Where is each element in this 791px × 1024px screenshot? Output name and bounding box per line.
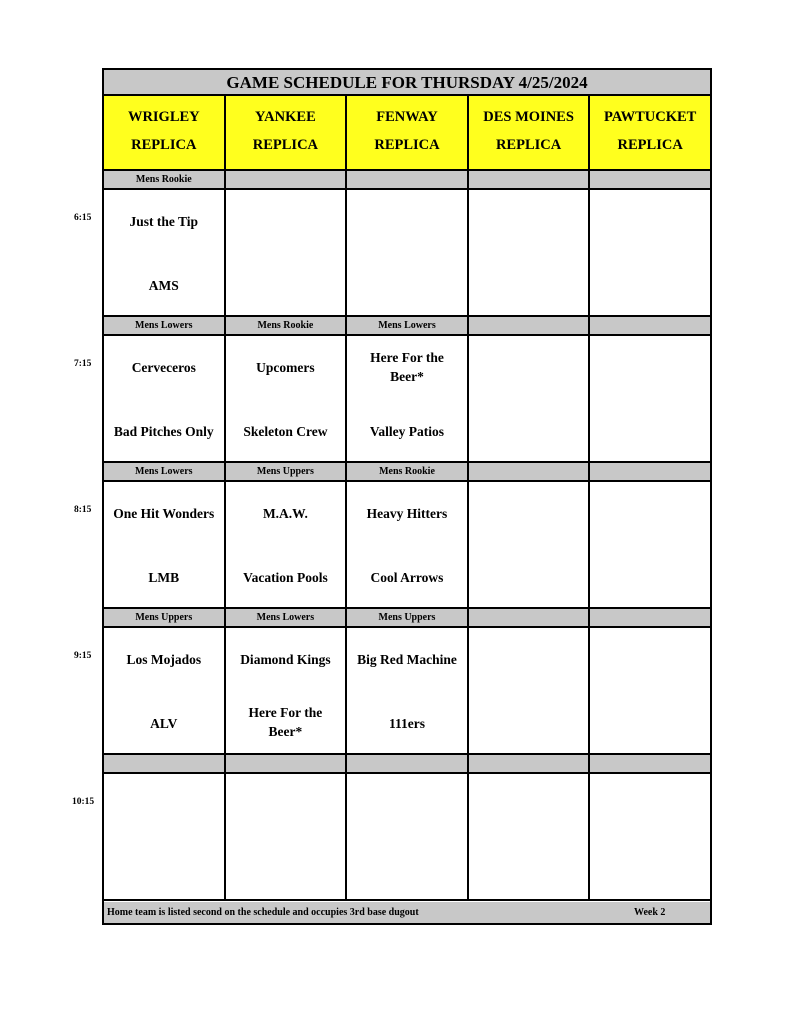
field-header-pawtucket (590, 96, 710, 169)
game-cell (226, 628, 348, 753)
division-label: Mens Uppers (226, 463, 348, 480)
game-cell (469, 628, 591, 753)
division-label (469, 463, 591, 480)
footer-note: Home team is listed second on the schedule and occupies 3rd base dugout (107, 907, 419, 918)
field-sub: REPLICA (374, 136, 440, 153)
game-cell (226, 336, 348, 461)
division-row (104, 609, 710, 628)
away-team: One Hit Wonders (113, 506, 215, 521)
game-cell (347, 190, 469, 315)
away-team: Upcomers (256, 360, 315, 375)
field-header-row (104, 96, 710, 171)
home-team: Vacation Pools (243, 570, 328, 585)
time-slot (104, 317, 710, 463)
game-cell (469, 336, 591, 461)
away-team: Cerveceros (131, 360, 196, 375)
division-label: Mens Rookie (226, 317, 348, 334)
home-team: ALV (150, 716, 178, 731)
division-label (347, 171, 469, 188)
field-name: PAWTUCKET (603, 109, 697, 126)
home-team: LMB (148, 570, 180, 585)
field-name: WRIGLEY (127, 109, 200, 126)
field-name: YANKEE (255, 109, 316, 126)
game-cell (104, 774, 226, 899)
time-label: 6:15 (74, 213, 92, 223)
field-header-yankee (226, 96, 348, 169)
game-cell (104, 482, 226, 607)
time-slot (104, 463, 710, 609)
division-label (347, 755, 469, 772)
away-team: Heavy Hitters (366, 506, 448, 521)
division-label: Mens Lowers (104, 317, 226, 334)
division-label (590, 609, 710, 626)
field-header-fenway (347, 96, 469, 169)
game-cell (469, 774, 591, 899)
division-label: Mens Rookie (104, 171, 226, 188)
game-row (104, 482, 710, 609)
division-label (104, 755, 226, 772)
division-label (469, 171, 591, 188)
away-team: Diamond Kings (240, 652, 331, 667)
time-label: 8:15 (74, 505, 92, 515)
schedule-title: GAME SCHEDULE FOR THURSDAY 4/25/2024 (104, 70, 710, 96)
week-label: Week 2 (634, 907, 666, 918)
away-team: M.A.W. (262, 506, 308, 521)
division-row (104, 463, 710, 482)
schedule-sheet (102, 68, 712, 925)
division-row (104, 171, 710, 190)
game-cell (226, 190, 348, 315)
game-cell (347, 482, 469, 607)
time-label: 10:15 (72, 797, 95, 807)
game-cell (469, 190, 591, 315)
game-cell (104, 190, 226, 315)
home-team: Skeleton Crew (243, 424, 328, 439)
game-cell (226, 482, 348, 607)
game-cell (347, 336, 469, 461)
division-label: Mens Rookie (347, 463, 469, 480)
game-cell (590, 774, 710, 899)
field-sub: REPLICA (252, 136, 319, 153)
division-label: Mens Lowers (104, 463, 226, 480)
schedule-footer (104, 902, 710, 923)
field-header-wrigley (104, 96, 226, 169)
game-cell (590, 190, 710, 315)
away-team: Just the Tip (129, 214, 199, 229)
field-header-des-moines (469, 96, 591, 169)
division-label (590, 171, 710, 188)
home-team: Bad Pitches Only (113, 424, 214, 439)
away-team: Here For the Beer* (370, 350, 444, 384)
home-team: Cool Arrows (370, 570, 444, 585)
time-slot (104, 755, 710, 901)
division-label (469, 317, 591, 334)
away-team: Los Mojados (126, 652, 202, 667)
time-label: 9:15 (74, 651, 92, 661)
home-team: Valley Patios (369, 424, 445, 439)
field-sub: REPLICA (617, 136, 683, 153)
game-row (104, 190, 710, 317)
division-label (226, 755, 348, 772)
division-label: Mens Uppers (104, 609, 226, 626)
division-label (469, 609, 591, 626)
division-label (590, 755, 710, 772)
division-label: Mens Lowers (226, 609, 348, 626)
time-slot (104, 609, 710, 755)
field-name: FENWAY (376, 109, 438, 126)
field-sub: REPLICA (495, 136, 562, 153)
game-cell (226, 774, 348, 899)
game-cell (590, 336, 710, 461)
time-label: 7:15 (74, 359, 92, 369)
home-team: AMS (148, 278, 179, 293)
game-cell (469, 482, 591, 607)
time-slot (104, 171, 710, 317)
division-label (590, 463, 710, 480)
division-row (104, 755, 710, 774)
home-team: Here For the Beer* (248, 705, 323, 739)
division-label: Mens Lowers (347, 317, 469, 334)
game-cell (590, 482, 710, 607)
game-cell (104, 336, 226, 461)
division-row (104, 317, 710, 336)
game-row (104, 336, 710, 463)
away-team: Big Red Machine (357, 652, 457, 667)
division-label (469, 755, 591, 772)
game-cell (590, 628, 710, 753)
game-row (104, 628, 710, 755)
home-team: 111ers (388, 716, 425, 731)
game-cell (347, 628, 469, 753)
game-row (104, 774, 710, 901)
game-cell (347, 774, 469, 899)
field-sub: REPLICA (131, 136, 197, 153)
game-cell (104, 628, 226, 753)
division-label: Mens Uppers (347, 609, 469, 626)
division-label (590, 317, 710, 334)
field-name: DES MOINES (483, 109, 574, 126)
division-label (226, 171, 348, 188)
